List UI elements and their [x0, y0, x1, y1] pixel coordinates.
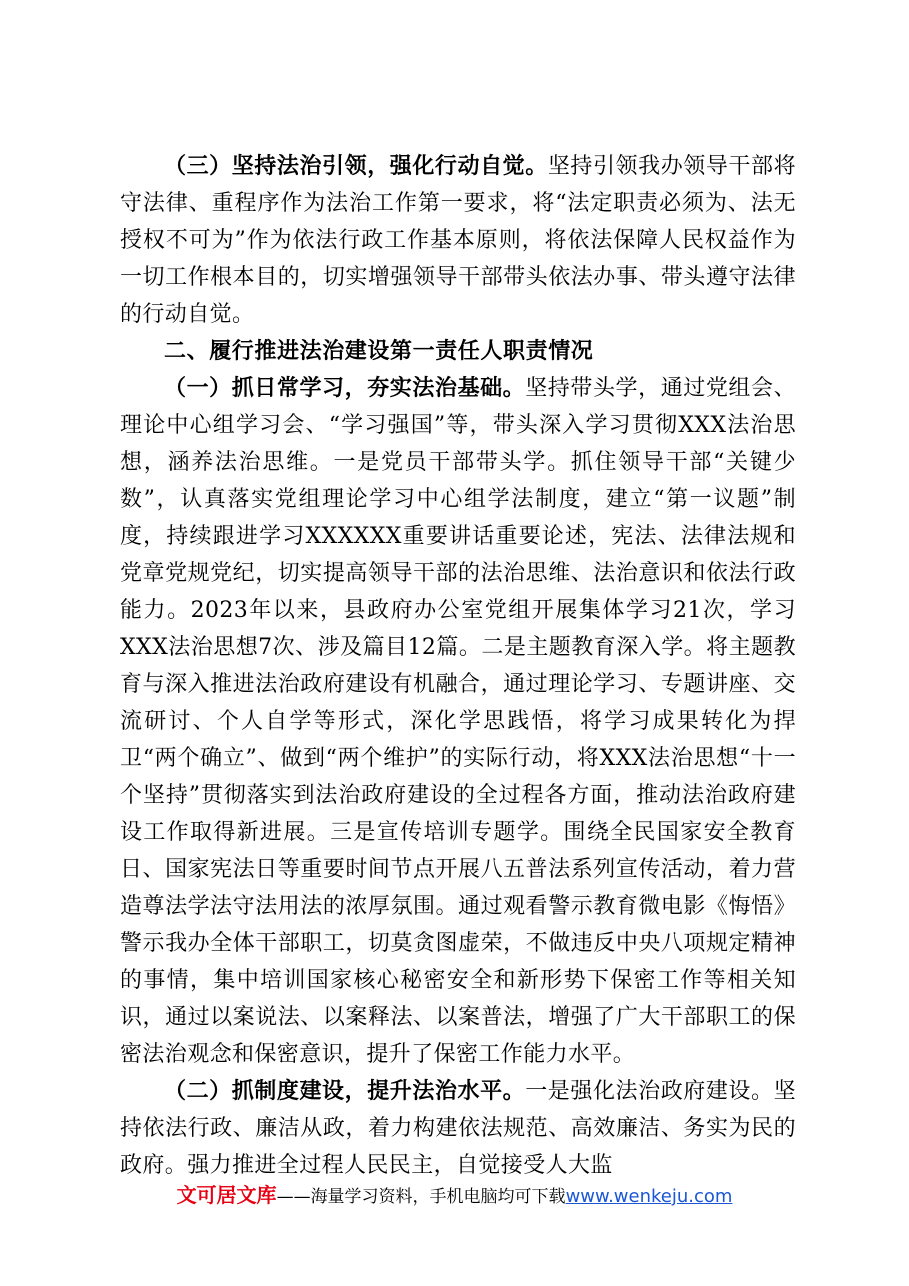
- footer-brand: 文可居文库: [176, 1183, 277, 1207]
- paragraph-lead: （一）抓日常学习，夯实法治基础。: [164, 376, 526, 401]
- footer-link[interactable]: www.wenkeju.com: [565, 1186, 733, 1207]
- paragraph-text: 一是强化法治政府建设。坚持依法行政、廉洁从政，着力构建依法规范、高效廉洁、务实为民的政府。强力推进全过程人民民主，自觉接受人大监: [120, 1079, 796, 1178]
- document-body: [120, 148, 796, 1184]
- paragraph-text: 坚持引领我办领导干部将守法律、重程序作为法治工作第一要求，将“法定职责必须为、法无授权不可为”作为依法行政工作基本原则，将依法保障人民权益作为一切工作根本目的，切实增强领导干部带头依法办事、带头遵守法律的行动自觉。: [120, 154, 796, 327]
- section-heading: 二、履行推进法治建设第一责任人职责情况: [164, 339, 594, 364]
- paragraph-text: 坚持带头学，通过党组会、理论中心组学习会、“学习强国”等，带头深入学习贯彻XXX法治思想，涵养法治思维。一是党员干部带头学。抓住领导干部“关键少数”，认真落实党组理论学习中心组学法制度，建立“第一议题”制度，持续跟进学习XXXXXX重要讲话重要论述，宪法、法律法规和党章党规党纪，切实提高领导干部的法治思维、法治意识和依法行政能力。2023年以来，县政府办公室党组开展集体学习21次，学习XXX法治思想7次、涉及篇目12篇。二是主题教育深入学。将主题教育与深入推进法治政府建设有机融合，通过理论学习、专题讲座、交流研讨、个人自学等形式，深化学思践悟，将学习成果转化为捍卫“两个确立”、做到“两个维护”的实际行动，将XXX法治思想“十一个坚持”贯彻落实到法治政府建设的全过程各方面，推动法治政府建设工作取得新进展。三是宣传培训专题学。围绕全民国家安全教育日、国家宪法日等重要时间节点开展八五普法系列宣传活动，着力营造尊法学法守法用法的浓厚氛围。通过观看警示教育微电影《悔悟》警示我办全体干部职工，切莫贪图虚荣，不做违反中央八项规定精神的事情，集中培训国家核心秘密安全和新形势下保密工作等相关知识，通过以案说法、以案释法、以案普法，增强了广大干部职工的保密法治观念和保密意识，提升了保密工作能力水平。: [120, 376, 796, 1067]
- footer-slogan: ——海量学习资料，手机电脑均可下载: [276, 1187, 566, 1207]
- paragraph-lead: （二）抓制度建设，提升法治水平。: [164, 1079, 526, 1104]
- paragraph-section-1-3: [120, 148, 796, 333]
- paragraph-section-2-2: [120, 1073, 796, 1184]
- paragraph-lead: （三）坚持法治引领，强化行动自觉。: [164, 154, 548, 179]
- paragraph-section-2-1: [120, 370, 796, 1073]
- footer-banner: [0, 1181, 909, 1211]
